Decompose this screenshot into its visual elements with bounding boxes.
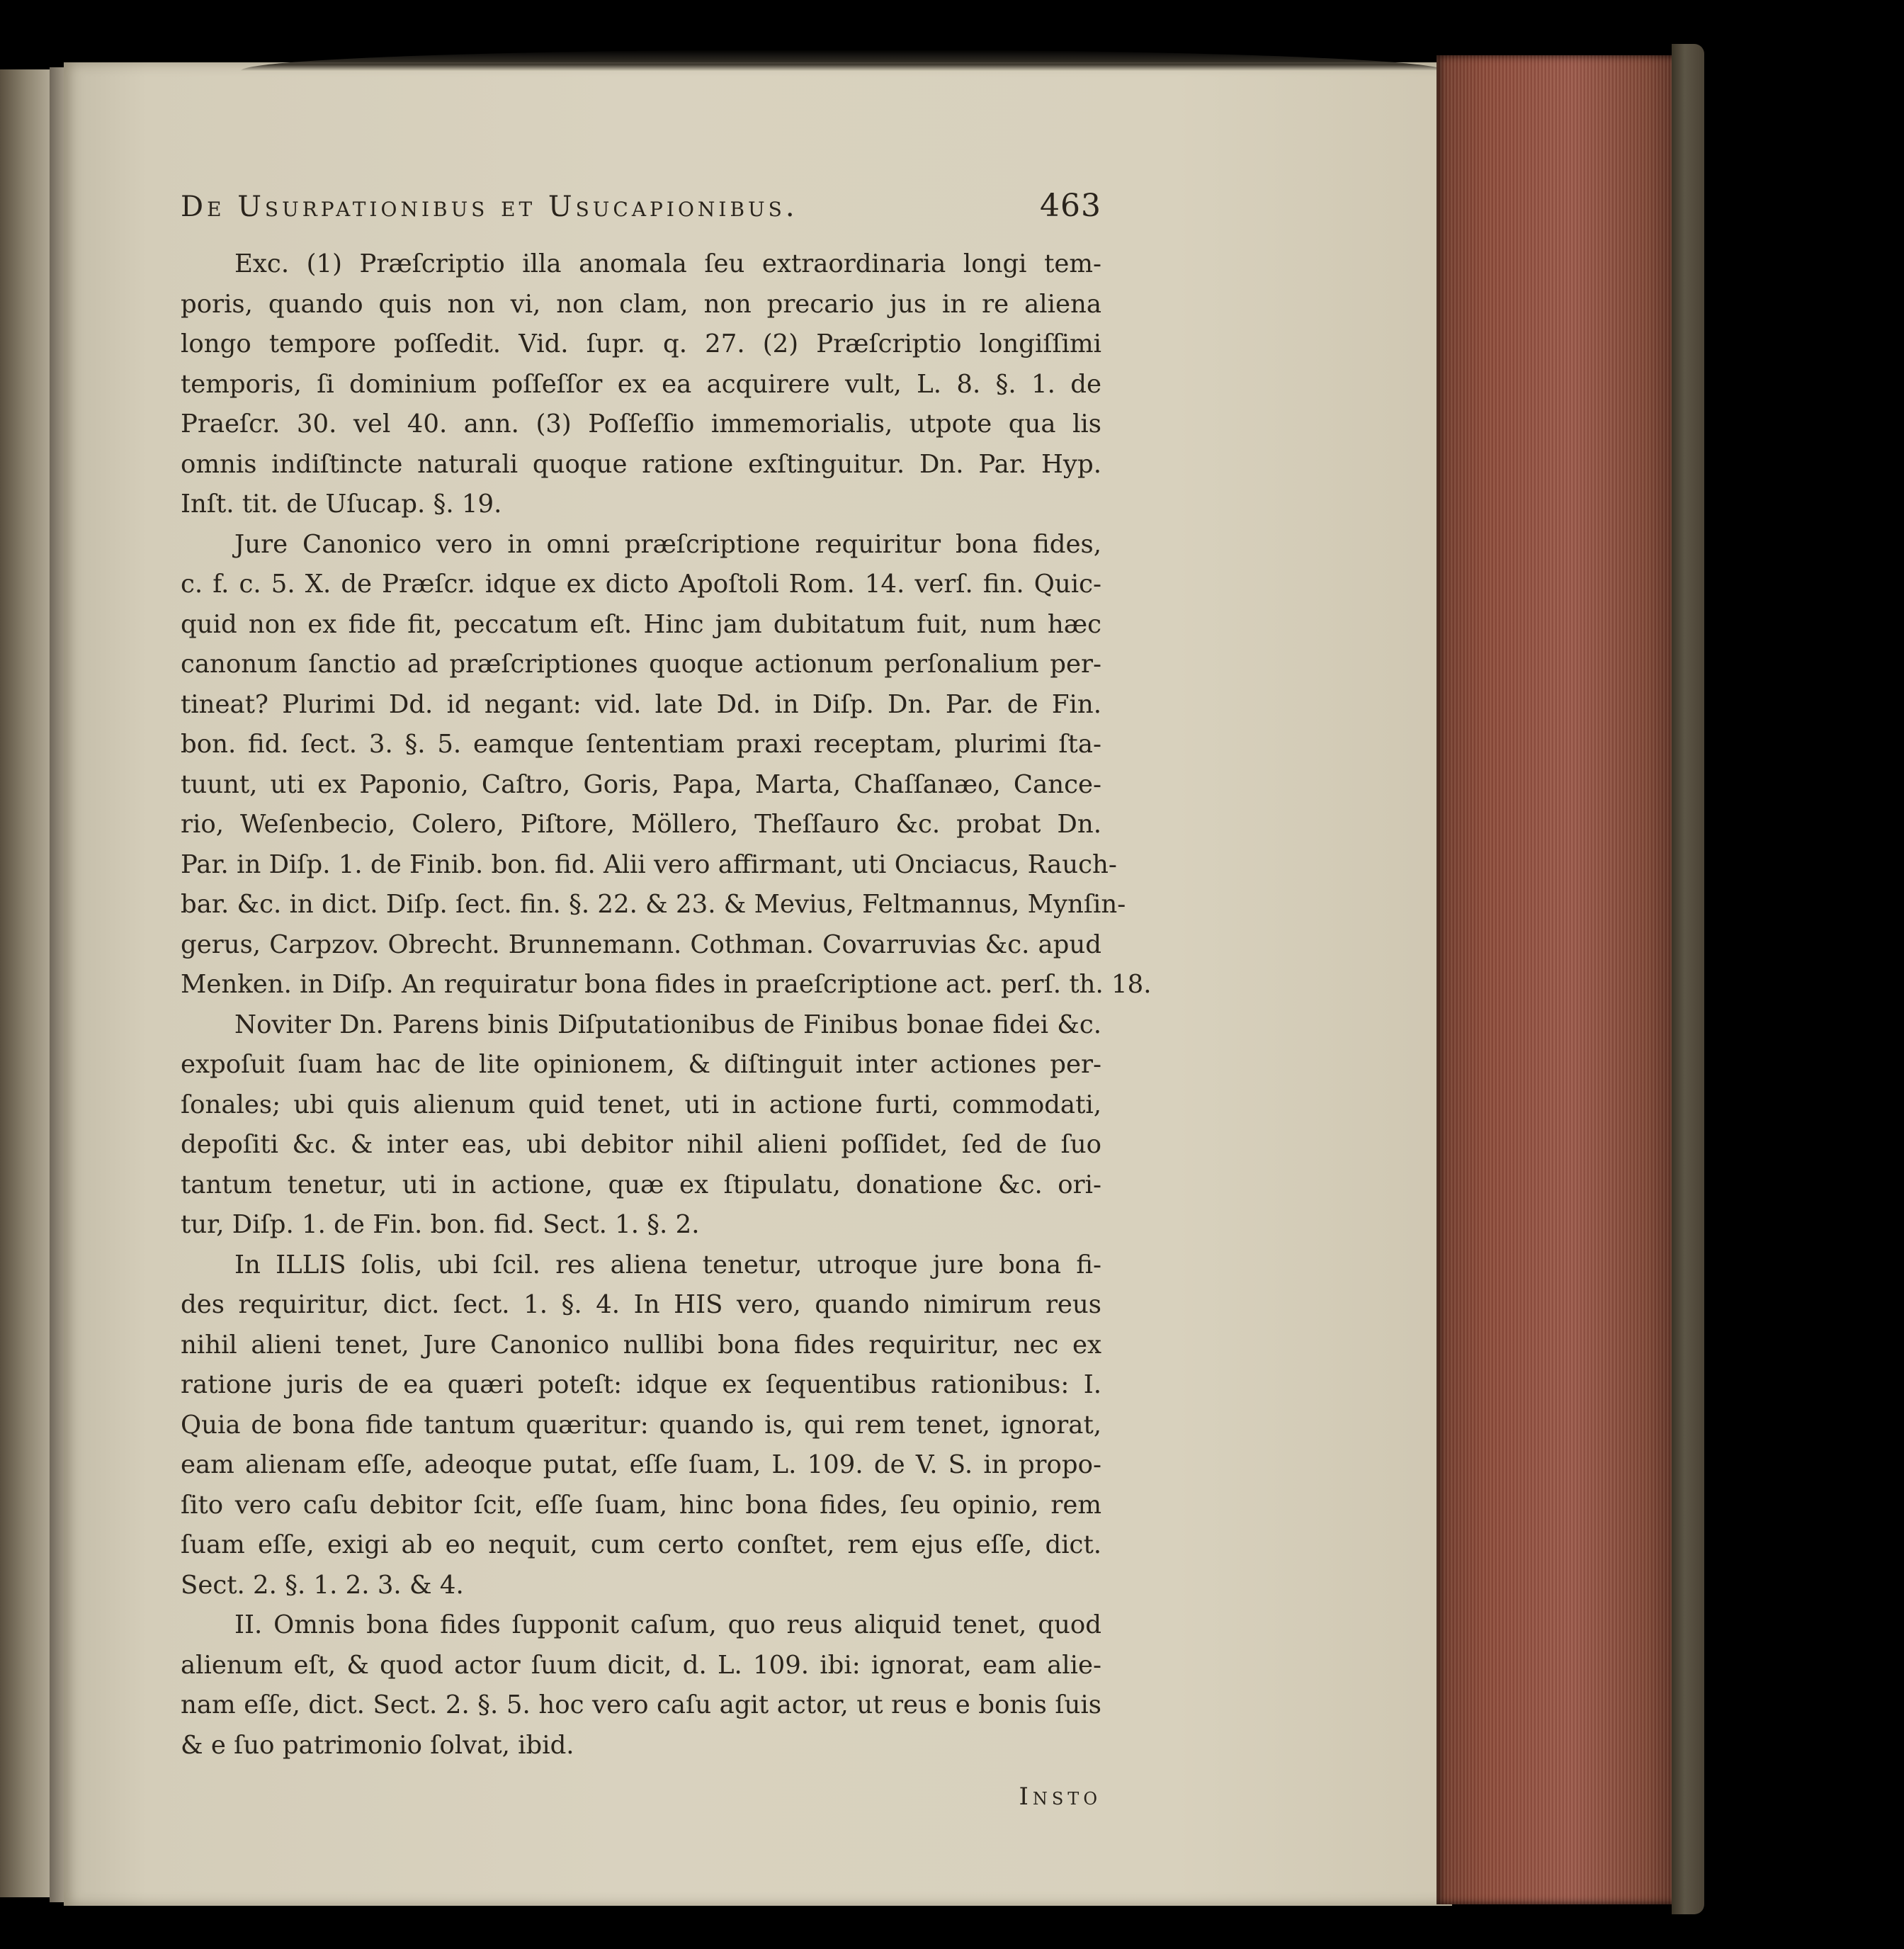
paragraph-line: Quia de bona fide tantum quæritur: quando is, qui rem tenet, ignorat, (181, 1410, 1101, 1440)
body-text (181, 244, 1152, 1766)
paragraph-line: c. f. c. 5. X. de Præſcr. idque ex dicto Apoſtoli Rom. 14. verſ. fin. Quic- (181, 570, 1101, 599)
paragraph-line: & e ſuo patrimonio ſolvat, ibid. (181, 1730, 574, 1760)
paragraph-line: ſonales; ubi quis alienum quid tenet, uti in actione furti, commodati, (181, 1090, 1101, 1119)
paragraph-line: Menken. in Diſp. An requiratur bona fides in praeſcriptione act. perſ. th. 18. (181, 970, 1152, 999)
paragraph-line: quid non ex fide fit, peccatum eſt. Hinc jam dubitatum fuit, num hæc (181, 609, 1101, 639)
paragraph-line: tantum tenetur, uti in actione, quæ ex ſtipulatu, donatione &c. ori- (181, 1170, 1101, 1199)
paragraph-line: tur, Diſp. 1. de Fin. bon. fid. Sect. 1. §. 2. (181, 1210, 700, 1239)
paragraph-line: Noviter Dn. Parens binis Diſputationibus de Finibus bonae fidei &c. (234, 1010, 1101, 1039)
paragraph-line: alienum eſt, & quod actor ſuum dicit, d. L. 109. ibi: ignorat, eam alie- (181, 1650, 1101, 1680)
paragraph-line: Jure Canonico vero in omni præſcriptione requiritur bona fides, (234, 529, 1101, 559)
paragraph-line: In ILLIS ſolis, ubi ſcil. res aliena tenetur, utroque jure bona fi- (234, 1250, 1101, 1279)
paragraph-line: canonum ſanctio ad præſcriptiones quoque actionum perſonalium per- (181, 650, 1101, 679)
paragraph-line: tineat? Plurimi Dd. id negant: vid. late Dd. in Diſp. Dn. Par. de Fin. (181, 689, 1101, 719)
paragraph-line: temporis, ſi dominium poſſeſſor ex ea acquirere vult, L. 8. §. 1. de (181, 369, 1101, 399)
paragraph-line: Sect. 2. §. 1. 2. 3. & 4. (181, 1570, 464, 1600)
text-block (181, 188, 1152, 1811)
paragraph-line: ſito vero caſu debitor ſcit, eſſe ſuam, hinc bona fides, ſeu opinio, rem (181, 1490, 1101, 1520)
paragraph-line: poris, quando quis non vi, non clam, non precario jus in re aliena (181, 289, 1101, 319)
paragraph-line: omnis indiſtincte naturali quoque ratione exſtinguitur. Dn. Par. Hyp. (181, 449, 1101, 479)
paragraph-line: Inſt. tit. de Uſucap. §. 19. (181, 490, 502, 519)
paragraph-line: nam eſſe, dict. Sect. 2. §. 5. hoc vero caſu agit actor, ut reus e bonis ſuis (181, 1690, 1101, 1719)
catchword: Insto (1019, 1783, 1101, 1811)
paragraph-line: eam alienam eſſe, adeoque putat, eſſe ſuam, L. 109. de V. S. in propo- (181, 1450, 1101, 1479)
paragraph-line: Par. in Diſp. 1. de Finib. bon. fid. Alii vero affirmant, uti Onciacus, Rauch- (181, 849, 1117, 879)
running-title: De Usurpationibus et Usucapionibus. (181, 191, 798, 223)
paragraph-line: ſuam eſſe, exigi ab eo nequit, cum certo conſtet, rem ejus eſſe, dict. (181, 1530, 1101, 1559)
paragraph-line: rio, Weſenbecio, Colero, Piſtore, Möllero, Theſſauro &c. probat Dn. (181, 810, 1101, 839)
paragraph-line: expoſuit ſuam hac de lite opinionem, & diſtinguit inter actiones per- (181, 1050, 1101, 1079)
running-head (181, 188, 1101, 230)
paragraph-line: longo tempore poſſedit. Vid. ſupr. q. 27. (2) Præſcriptio longiſſimi (181, 329, 1101, 358)
paragraph-line: nihil alieni tenet, Jure Canonico nullibi bona fides requiritur, nec ex (181, 1330, 1101, 1360)
page-number: 463 (1040, 188, 1101, 224)
paragraph-line: II. Omnis bona fides ſupponit caſum, quo reus aliquid tenet, quod (234, 1610, 1101, 1639)
paragraph-line: ratione juris de ea quæri poteſt: idque ex ſequentibus rationibus: I. (181, 1370, 1101, 1399)
paragraph-line: bon. fid. ſect. 3. §. 5. eamque ſententiam praxi receptam, plurimi ſta- (181, 730, 1101, 759)
paragraph-line: Praeſcr. 30. vel 40. ann. (3) Poſſeſſio immemorialis, utpote qua lis (181, 409, 1101, 439)
paragraph-line: bar. &c. in dict. Diſp. ſect. fin. §. 22. & 23. & Mevius, Feltmannus, Mynſin- (181, 890, 1126, 919)
book-cover-edge (1672, 44, 1704, 1914)
paragraph-line: depoſiti &c. & inter eas, ubi debitor nihil alieni poſſidet, ſed de ſuo (181, 1130, 1101, 1159)
page-top-curl (241, 50, 1445, 71)
paragraph-line: gerus, Carpzov. Obrecht. Brunnemann. Cothman. Covarruvias &c. apud (181, 930, 1101, 959)
page-fore-edges (1436, 55, 1684, 1904)
paragraph-line: des requiritur, dict. ſect. 1. §. 4. In HIS vero, quando nimirum reus (181, 1290, 1101, 1319)
paragraph-line: Exc. (1) Præſcriptio illa anomala ſeu extraordinaria longi tem- (234, 249, 1101, 278)
paragraph-line: tuunt, uti ex Paponio, Caſtro, Goris, Papa, Marta, Chaſſanæo, Cance- (181, 769, 1101, 799)
